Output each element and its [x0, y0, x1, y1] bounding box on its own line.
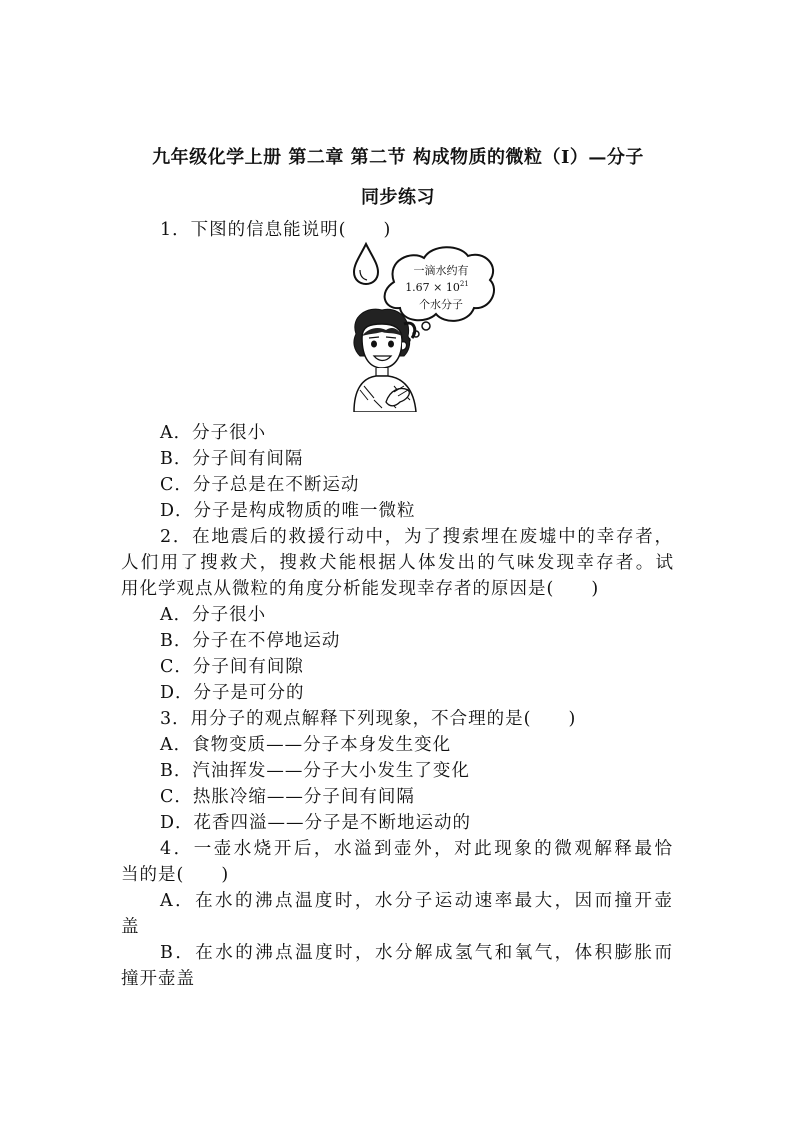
- q3-option-c: C．热胀冷缩——分子间有间隔: [160, 787, 415, 807]
- q3-option-a: A．食物变质——分子本身发生变化: [160, 735, 452, 755]
- q3-option-d: D．花香四溢——分子是不断地运动的: [160, 813, 472, 833]
- q4-option-b-line1: B．在水的沸点温度时，水分解成氢气和氧气，体积膨胀而: [160, 943, 673, 963]
- page-subtitle: 同步练习: [361, 187, 435, 208]
- bubble-text-line2: $1.67 \times 10^{21}$: [405, 280, 469, 294]
- q1-option-a: A．分子很小: [160, 423, 267, 443]
- q2-option-d: D．分子是可分的: [160, 683, 305, 703]
- q2-option-b: B．分子在不停地运动: [160, 631, 341, 651]
- q4-option-b-line2: 撞开壶盖: [121, 969, 195, 989]
- question-2-stem-line1: 2．在地震后的救援行动中，为了搜索埋在废墟中的幸存者，: [160, 527, 673, 547]
- girl-figure: [354, 309, 416, 412]
- water-drop-icon: [354, 244, 378, 284]
- girl-thinking-illustration: [334, 240, 499, 412]
- question-4-stem-line1: 4．一壶水烧开后，水溢到壶外，对此现象的微观解释最恰: [160, 839, 673, 859]
- q4-option-a-line2: 盖: [121, 917, 140, 937]
- question-4-stem-line2: 当的是( ): [121, 865, 230, 885]
- page-title: 九年级化学上册 第二章 第二节 构成物质的微粒（Ⅰ）—分子: [152, 147, 644, 168]
- question-1-stem: 1．下图的信息能说明( ): [160, 220, 392, 240]
- q2-option-a: A．分子很小: [160, 605, 267, 625]
- q1-option-b: B．分子间有间隔: [160, 449, 304, 469]
- question-2-stem-line2: 人们用了搜救犬，搜救犬能根据人体发出的气味发现幸存者。试: [121, 553, 674, 573]
- q3-option-b: B．汽油挥发——分子大小发生了变化: [160, 761, 470, 781]
- q2-option-c: C．分子间有间隙: [160, 657, 304, 677]
- q1-option-d: D．分子是构成物质的唯一微粒: [160, 501, 416, 521]
- bubble-text-line1: 一滴水约有: [413, 264, 469, 277]
- water-drop-illustration: [334, 240, 499, 412]
- question-3-stem: 3．用分子的观点解释下列现象，不合理的是( ): [160, 709, 577, 729]
- bubble-text-line3: 个水分子: [419, 298, 463, 311]
- question-2-stem-line3: 用化学观点从微粒的角度分析能发现幸存者的原因是( ): [121, 579, 600, 599]
- q1-option-c: C．分子总是在不断运动: [160, 475, 360, 495]
- q4-option-a-line1: A．在水的沸点温度时，水分子运动速率最大，因而撞开壶: [160, 891, 673, 911]
